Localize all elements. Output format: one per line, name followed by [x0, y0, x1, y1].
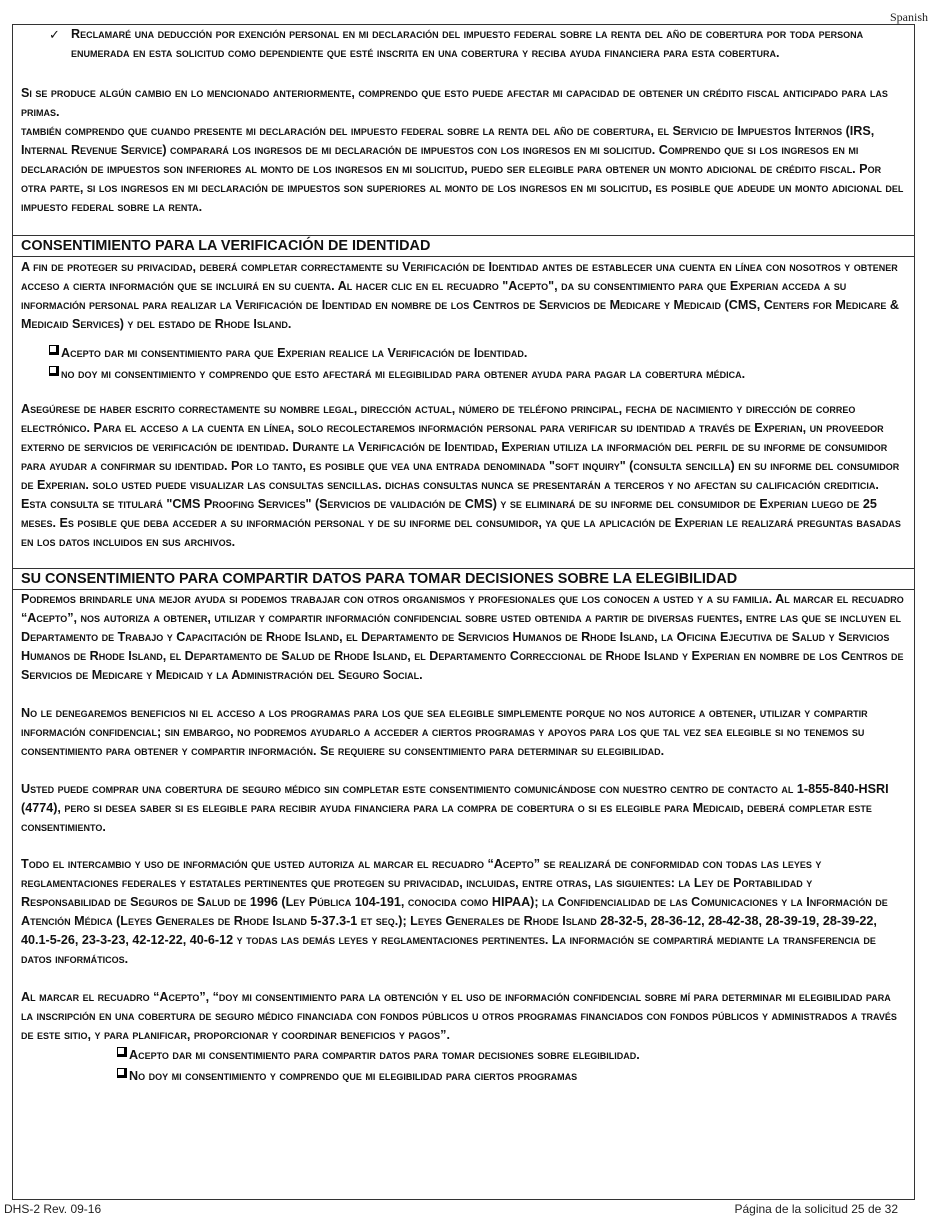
identity-decline-checkbox[interactable]: [49, 366, 59, 376]
page-of: de: [867, 1202, 882, 1216]
identity-accept-checkbox[interactable]: [49, 345, 59, 355]
page-label: Página de la solicitud: [734, 1202, 848, 1216]
change-notice: Si se produce algún cambio en lo mencionado anteriormente, comprendo que esto puede afectar mi capacidad de obtener un crédito fiscal anticipado para las primas.: [21, 86, 888, 119]
identity-decline-label: no doy mi consentimiento y comprendo que esto afectará mi elegibilidad para obtener ayuda para pagar la cobertura médica.: [61, 367, 746, 381]
identity-details: Asegúrese de haber escrito correctamente su nombre legal, dirección actual, número de teléfono principal, fecha de nacimiento y dirección de correo electrónico. Para el acceso a la cuenta en línea, solo recolectaremos información personal para verificar su identidad a través de Experian, un proveedor externo de servicios de verificación de identidad. Durante la Verificación de Identidad, Experian utiliza la información del perfil de su informe de consumidor para ayudar a confirmar su identidad. Por lo tanto, es posible que vea una entrada denominada "soft inquiry" (consulta sencilla) en su informe del consumidor de Experian. solo usted puede visualizar las consultas sencillas. dichas consultas nunca se presentarán a terceros y no afectan su calificación crediticia. Esta consulta se titulará "CMS Proofing Services" (Servicios de validación de CMS) y se eliminará de su informe del consumidor de Experian luego de 25 meses. Es posible que deba acceder a su información personal y de su informe del consumidor, ya que la aplicación de Experian le realizará preguntas basadas en los datos incluidos en sus archivos.: [21, 402, 901, 549]
irs-notice: también comprendo que cuando presente mi declaración del impuesto federal sobre la renta del año de cobertura, el Servicio de Impuestos Internos (IRS, Internal Revenue Service) comparará los ingresos de mi declaración de impuestos con los ingresos en mi solicitud. Comprendo que si los ingresos en mi declaración de impuestos son inferiores al monto de los ingresos en mi solicitud, puedo ser elegible para obtener un monto adicional de crédito fiscal. Por otra parte, si los ingresos en mi declaración de impuestos son superiores al monto de los ingresos en mi solicitud, es posible que adeude un monto adicional del impuesto federal sobre la renta.: [21, 124, 904, 214]
identity-accept-label: Acepto dar mi consentimiento para que Experian realice la Verificación de Identidad.: [61, 346, 528, 360]
page-total: 32: [884, 1202, 898, 1216]
claim-row: [49, 25, 898, 63]
sharing-heading-text: SU CONSENTIMIENTO PARA COMPARTIR DATOS PARA TOMAR DECISIONES SOBRE LA ELEGIBILIDAD: [21, 571, 738, 587]
sharing-paragraph-4: Todo el intercambio y uso de información que usted autoriza al marcar el recuadro “Acepto” se realizará de conformidad con todas las leyes y reglamentaciones federales y estatales pertinentes que protegen su privacidad, incluidas, entre otras, las siguientes: la Ley de Portabilidad y Responsabilidad de Seguros de Salud de 1996 (Ley Pública 104-191, conocida como HIPAA); la Confidencialidad de las Comunicaciones y la Información de Atención Médica (Leyes Generales de Rhode Island 5-37.3-1 et seq.); Leyes Generales de Rhode Island 28-32-5, 28-36-12, 28-42-38, 28-39-19, 28-39-22, 40.1-5-26, 23-3-23, 42-12-22, 40-6-12 y todas las demás leyes y reglamentaciones pertinentes. La información se compartirá mediante la transferencia de datos informáticos.: [21, 857, 888, 966]
sharing-accept-option[interactable]: [117, 1046, 640, 1065]
sharing-accept-checkbox[interactable]: [117, 1047, 127, 1057]
sharing-heading: [13, 568, 914, 590]
page-counter: [734, 1202, 898, 1216]
form-id: DHS-2 Rev. 09-16: [4, 1202, 102, 1216]
language-label: Spanish: [889, 10, 928, 24]
sharing-paragraph-5: Al marcar el recuadro “Acepto”, “doy mi consentimiento para la obtención y el uso de información confidencial sobre mí para determinar mi elegibilidad para la inscripción en una cobertura de seguro médico financiada con fondos públicos u otros programas financiados con fondos públicos y administrados a través de este sitio, y para planificar, proporcionar y coordinar beneficios y pagos”.: [21, 990, 897, 1042]
sharing-decline-option[interactable]: [117, 1067, 577, 1086]
identity-heading-text: CONSENTIMIENTO PARA LA VERIFICACIÓN DE IDENTIDAD: [21, 238, 431, 254]
sharing-decline-label: No doy mi consentimiento y comprendo que mi elegibilidad para ciertos programas: [129, 1069, 578, 1083]
identity-heading: [13, 235, 914, 257]
form-page: [12, 24, 915, 1200]
checkmark-icon: ✓: [49, 27, 60, 42]
identity-accept-option[interactable]: [49, 344, 527, 363]
identity-intro: A fin de proteger su privacidad, deberá completar correctamente su Verificación de Identidad antes de establecer una cuenta en línea con nosotros y obtener acceso a cierta información que se incluirá en su cuenta. Al hacer clic en el recuadro "Acepto", da su consentimiento para que Experian acceda a su información personal para realizar la Verificación de Identidad en nombre de los Centros de Servicios de Medicare y Medicaid (CMS, Centers for Medicare & Medicaid Services) y del estado de Rhode Island.: [21, 260, 899, 331]
sharing-decline-checkbox[interactable]: [117, 1068, 127, 1078]
sharing-paragraph-2: No le denegaremos beneficios ni el acceso a los programas para los que sea elegible simplemente porque no nos autorice a obtener, utilizar y compartir información confidencial; sin embargo, no podremos ayudarlo a acceder a ciertos programas y apoyos para los que tal vez sea elegible si no tenemos su consentimiento para obtener y compartir información. Se requiere su consentimiento para determinar su elegibilidad.: [21, 706, 868, 758]
page-number: 25: [851, 1202, 865, 1216]
sharing-paragraph-1: Podremos brindarle una mejor ayuda si podemos trabajar con otros organismos y profesionales que los conocen a usted y a su familia. Al marcar el recuadro “Acepto”, nos autoriza a obtener, utilizar y compartir información confidencial sobre usted obtenida a partir de diversas fuentes, entre las que se incluyen el Departamento de Trabajo y Capacitación de Rhode Island, el Departamento de Servicios Humanos de Rhode Island, la Oficina Ejecutiva de Salud y Servicios Humanos de Rhode Island, el Departamento de Salud de Rhode Island, el Departamento Correccional de Rhode Island y Experian en nombre de los Centros de Servicios de Medicare y Medicaid y la Administración del Seguro Social.: [21, 592, 904, 682]
claim-text: Reclamaré una deducción por exención personal en mi declaración del impuesto federal sobre la renta del año de cobertura por toda persona enumerada en esta solicitud como dependiente que esté inscrita en una cobertura y reciba ayuda financiera para esta cobertura.: [71, 27, 864, 60]
sharing-paragraph-3: Usted puede comprar una cobertura de seguro médico sin completar este consentimiento comunicándose con nuestro centro de contacto al 1-855-840-HSRI (4774), pero si desea saber si es elegible para recibir ayuda financiera para la compra de cobertura o si es elegible para Medicaid, deberá completar este consentimiento.: [21, 782, 889, 834]
sharing-accept-label: Acepto dar mi consentimiento para compartir datos para tomar decisiones sobre elegibilidad.: [129, 1048, 640, 1062]
identity-decline-option[interactable]: [49, 365, 745, 384]
